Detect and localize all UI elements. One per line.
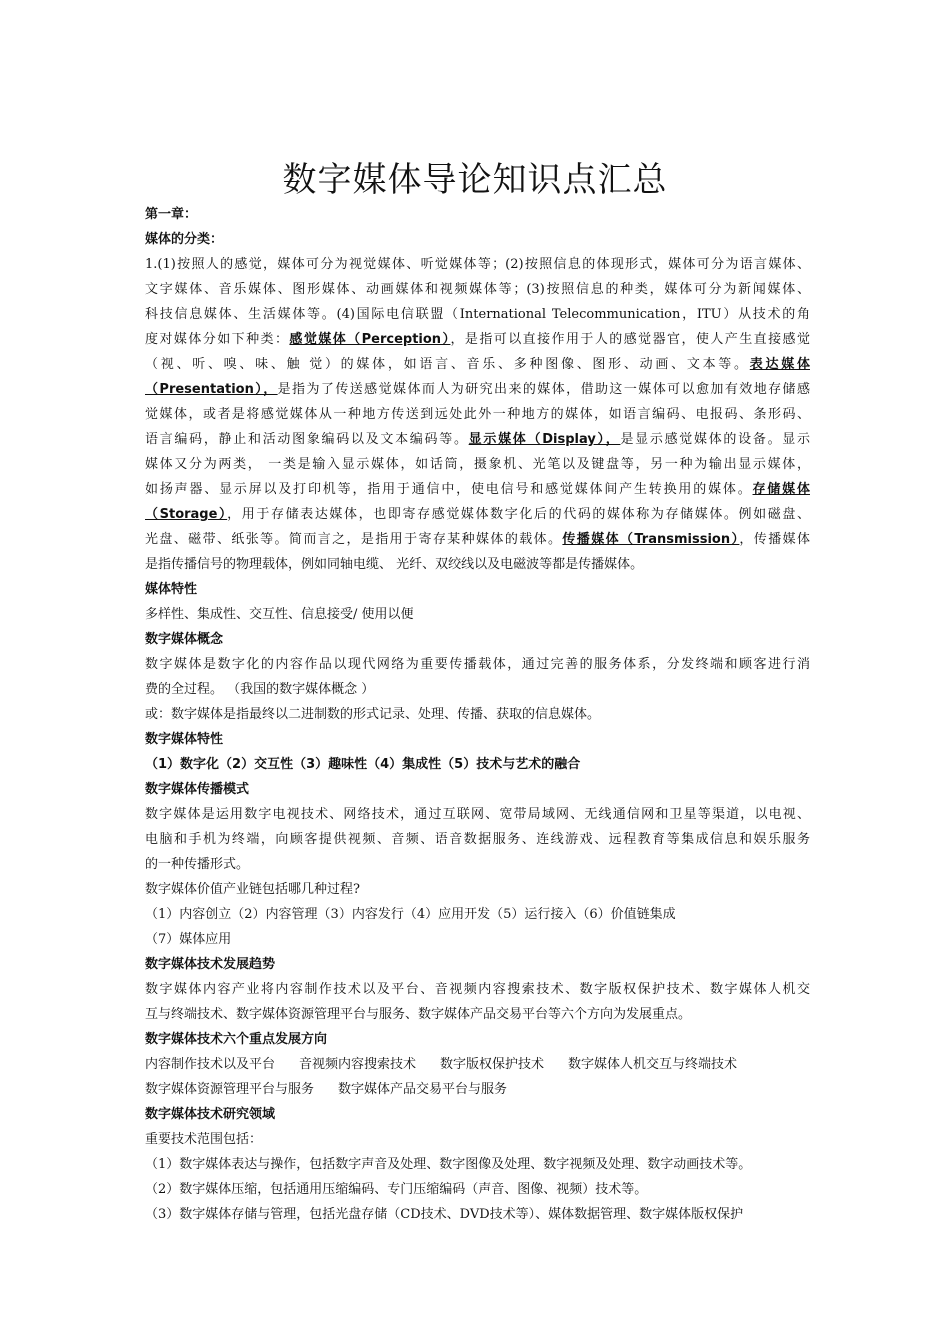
term-presentation: 表达媒体 [749, 357, 810, 372]
section-heading-dm-concept: 数字媒体概念 [145, 632, 224, 647]
text-run: ，用于存储表达媒体，也即寄存感觉媒体数字化后的代码的媒体称为存储媒体。例如磁盘、 [227, 507, 810, 522]
answer-line: （7）媒体应用 [145, 932, 232, 947]
term-transmission: 传播媒体（Transmission） [562, 532, 740, 547]
six-directions-line [145, 1052, 810, 1077]
term-perception: 感觉媒体（Perception） [289, 332, 451, 347]
six-directions-line [145, 1077, 810, 1102]
paragraph-line [145, 327, 810, 352]
text-run: 如扬声器、显示屏以及打印机等，指用于通信中，使电信号和感觉媒体间产生转换用的媒体。 [145, 482, 753, 497]
section-heading-dm-research: 数字媒体技术研究领域 [145, 1107, 276, 1122]
text-run: 度对媒体分如下种类： [145, 332, 290, 347]
paragraph-line: 文字媒体、音乐媒体、图形媒体、动画媒体和视频媒体等；(3)按照信息的种类，媒体可分为新闻媒体、 [145, 282, 810, 297]
term-storage: 存储媒体 [752, 482, 810, 497]
paragraph-line: 多样性、集成性、交互性、信息接受/ 使用以便 [145, 607, 414, 622]
document-title: 数字媒体导论知识点汇总 [282, 160, 668, 200]
paragraph-line: 媒体又分为两类， 一类是输入显示媒体，如话筒，摄象机、光笔以及键盘等，另一种为输出显示媒体， [145, 457, 810, 472]
text-run: 是显示感觉媒体的设备。显示 [620, 432, 810, 447]
paragraph-line [145, 377, 810, 402]
paragraph-line [145, 527, 810, 552]
research-item: （2）数字媒体压缩，包括通用压缩编码、专门压缩编码（声音、图像、视频）技术等。 [145, 1182, 648, 1197]
text-run: （视、听、嗅、味、触 觉）的媒体，如语言、音乐、多种图像、图形、动画、文本等。 [145, 357, 750, 372]
paragraph-line: 电脑和手机为终端，向顾客提供视频、音频、语音数据服务、连线游戏、远程教育等集成信息和娱乐服务 [145, 832, 810, 847]
paragraph-line: 的一种传播形式。 [145, 857, 250, 872]
paragraph-line [145, 427, 810, 452]
text-run: ，传播媒体 [739, 532, 810, 547]
chapter-heading: 第一章： [145, 207, 198, 222]
paragraph-line [145, 477, 810, 502]
section-heading-media-classification: 媒体的分类： [145, 232, 224, 247]
direction-item: 音视频内容搜索技术 [299, 1057, 417, 1072]
paragraph-line: 科技信息媒体、生活媒体等。(4)国际电信联盟（International Telecommunication，ITU）从技术的角 [145, 307, 810, 322]
term-display: 显示媒体（Display）， [468, 432, 621, 447]
section-heading-dm-features: 数字媒体特性 [145, 732, 224, 747]
research-item: （3）数字媒体存储与管理，包括光盘存储（CD技术、DVD技术等）、媒体数据管理、数字媒体版权保护 [145, 1207, 744, 1222]
term-presentation-en: （Presentation）， [145, 382, 278, 397]
direction-item: 数字媒体产品交易平台与服务 [338, 1082, 508, 1097]
dm-features-list: （1）数字化（2）交互性（3）趣味性（4）集成性（5）技术与艺术的融合 [145, 757, 581, 772]
section-heading-dm-mode: 数字媒体传播模式 [145, 782, 250, 797]
paragraph-line [145, 352, 810, 377]
section-heading-dm-trend: 数字媒体技术发展趋势 [145, 957, 276, 972]
paragraph-line [145, 502, 810, 527]
answer-line: （1）内容创立（2）内容管理（3）内容发行（4）应用开发（5）运行接入（6）价值链集成 [145, 907, 676, 922]
term-storage-en: （Storage） [145, 507, 228, 522]
paragraph-line: 或：数字媒体是指最终以二进制数的形式记录、处理、传播、获取的信息媒体。 [145, 707, 601, 722]
section-heading-media-features: 媒体特性 [145, 582, 198, 597]
direction-item: 数字版权保护技术 [440, 1057, 545, 1072]
direction-item: 数字媒体人机交互与终端技术 [568, 1057, 738, 1072]
question-line: 数字媒体价值产业链包括哪几种过程? [145, 882, 360, 897]
paragraph-line: 1.(1)按照人的感觉，媒体可分为视觉媒体、听觉媒体等；(2)按照信息的体现形式，媒体可分为语言媒体、 [145, 257, 810, 272]
paragraph-line: 重要技术范围包括： [145, 1132, 263, 1147]
document-body [145, 202, 810, 1227]
paragraph-line: 是指传播信号的物理载体，例如同轴电缆、 光纤、双绞线以及电磁波等都是传播媒体。 [145, 557, 644, 572]
paragraph-line: 数字媒体是数字化的内容作品以现代网络为重要传播载体，通过完善的服务体系，分发终端和顾客进行消 [145, 657, 810, 672]
paragraph-line: 费的全过程。 （我国的数字媒体概念 ） [145, 682, 375, 697]
section-heading-dm-six: 数字媒体技术六个重点发展方向 [145, 1032, 328, 1047]
paragraph-line: 数字媒体是运用数字电视技术、网络技术，通过互联网、宽带局域网、无线通信网和卫星等渠道，以电视、 [145, 807, 810, 822]
text-run: ，是指可以直接作用于人的感觉器官，使人产生直接感觉 [450, 332, 810, 347]
text-run: 光盘、磁带、纸张等。简而言之，是指用于寄存某种媒体的载体。 [145, 532, 563, 547]
paragraph-line: 互与终端技术、数字媒体资源管理平台与服务、数字媒体产品交易平台等六个方向为发展重点。 [145, 1007, 692, 1022]
research-item: （1）数字媒体表达与操作，包括数字声音及处理、数字图像及处理、数字视频及处理、数字动画技术等。 [145, 1157, 752, 1172]
paragraph-line: 觉媒体，或者是将感觉媒体从一种地方传送到远处此外一种地方的媒体，如语言编码、电报码、条形码、 [145, 407, 810, 422]
paragraph-line: 数字媒体内容产业将内容制作技术以及平台、音视频内容搜索技术、数字版权保护技术、数字媒体人机交 [145, 982, 810, 997]
direction-item: 内容制作技术以及平台 [145, 1057, 276, 1072]
text-run: 语言编码，静止和活动图象编码以及文本编码等。 [145, 432, 469, 447]
direction-item: 数字媒体资源管理平台与服务 [145, 1082, 315, 1097]
text-run: 是指为了传送感觉媒体而人为研究出来的媒体，借助这一媒体可以愈加有效地存储感 [277, 382, 810, 397]
